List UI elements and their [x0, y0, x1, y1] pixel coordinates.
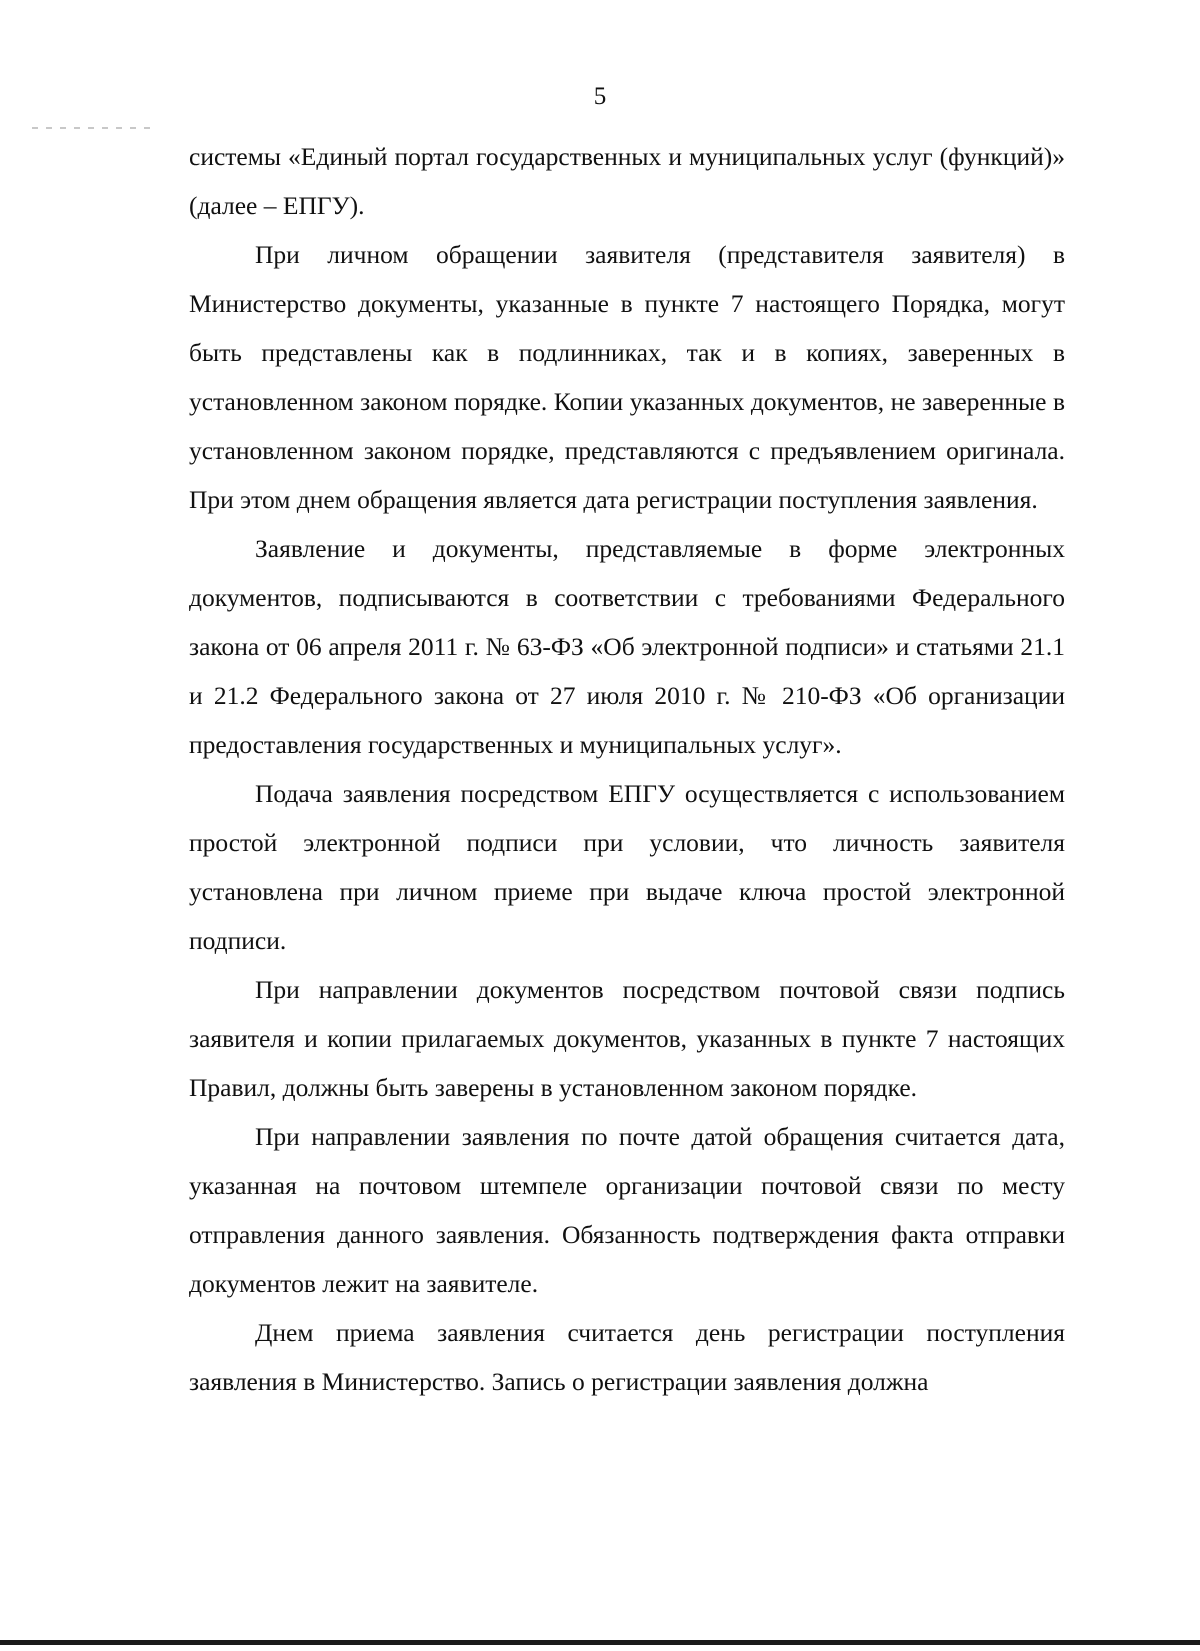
- page-number: 5: [593, 83, 607, 110]
- paragraph-epgu-submission: Подача заявления посредством ЕПГУ осуществляется с использованием простой электронной подписи при условии, что личность заявителя установлена при личном приеме при выдаче ключа простой электронной подписи.: [189, 779, 1065, 955]
- paragraph-personal-appeal: При личном обращении заявителя (представителя заявителя) в Министерство документы, указанные в пункте 7 настоящего Порядка, могут быть представлены как в подлинниках, так и в копиях, заверенных в установленном законом порядке. Копии указанных документов, не заверенные в установленном законом порядке, представляются с предъявлением оригинала. При этом днем обращения является дата регистрации поступления заявления.: [189, 240, 1065, 514]
- scan-artifact: [32, 127, 152, 129]
- paragraph-postal-date: При направлении заявления по почте датой обращения считается дата, указанная на почтовом штемпеле организации почтовой связи по месту отправления данного заявления. Обязанность подтверждения факта отправки документов лежит на заявителе.: [189, 1122, 1065, 1298]
- bottom-divider: [0, 1640, 1200, 1645]
- paragraph-reception-day: Днем приема заявления считается день регистрации поступления заявления в Министерство. Запись о регистрации заявления должна: [189, 1318, 1065, 1396]
- document-body: [189, 132, 1065, 1406]
- paragraph-postal-documents: При направлении документов посредством почтовой связи подпись заявителя и копии прилагаемых документов, указанных в пункте 7 настоящих Правил, должны быть заверены в установленном законом порядке.: [189, 975, 1065, 1102]
- paragraph-electronic-documents: Заявление и документы, представляемые в форме электронных документов, подписываются в соответствии с требованиями Федерального закона от 06 апреля 2011 г. № 63-ФЗ «Об электронной подписи» и статьями 21.1 и 21.2 Федерального закона от 27 июля 2010 г. № 210-ФЗ «Об организации предоставления государственных и муниципальных услуг».: [189, 534, 1065, 759]
- paragraph-continuation: системы «Единый портал государственных и муниципальных услуг (функций)» (далее – ЕПГУ).: [189, 142, 1065, 220]
